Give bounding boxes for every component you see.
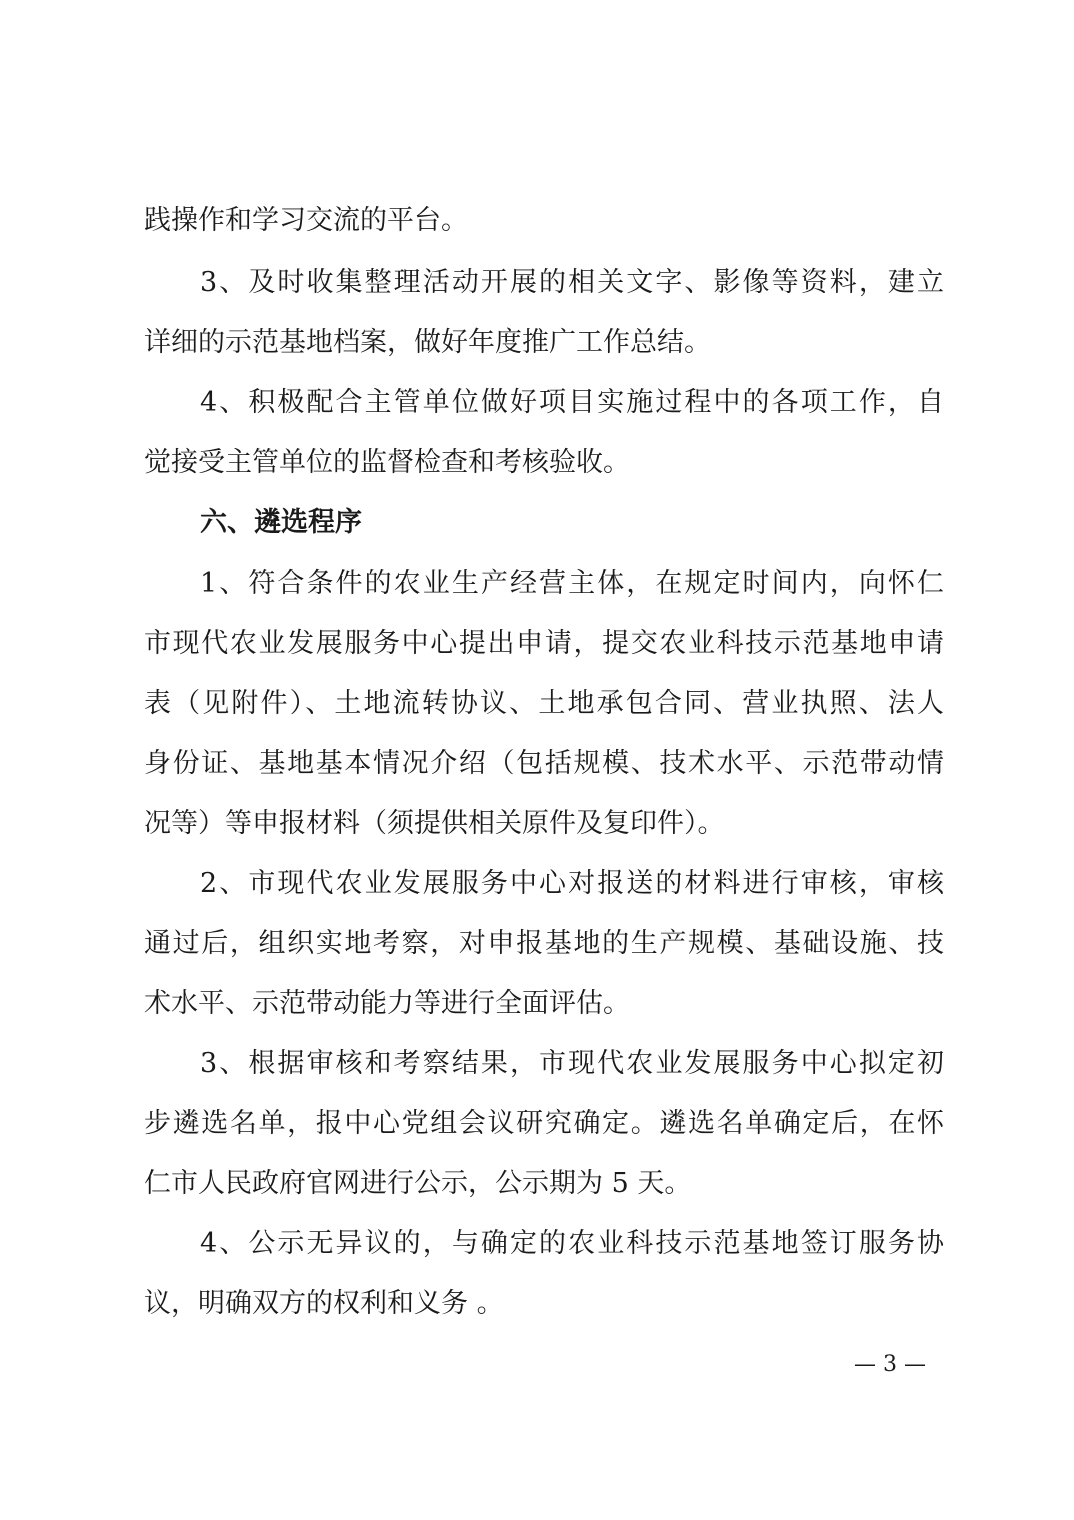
paragraph-line: 议，明确双方的权利和义务 。: [144, 1288, 504, 1319]
paragraph-line: 践操作和学习交流的平台。: [144, 205, 468, 236]
paragraph-line: 况等）等申报材料（须提供相关原件及复印件）。: [144, 808, 725, 839]
paragraph-line: 身份证、基地基本情况介绍（包括规模、技术水平、示范带动情: [144, 748, 944, 779]
paragraph-line: 1、符合条件的农业生产经营主体，在规定时间内，向怀仁: [200, 568, 944, 599]
paragraph-line: 表（见附件）、土地流转协议、土地承包合同、营业执照、法人: [144, 688, 944, 719]
paragraph-line: 2、市现代农业发展服务中心对报送的材料进行审核，审核: [200, 868, 944, 899]
paragraph-line: 3、及时收集整理活动开展的相关文字、影像等资料，建立: [200, 267, 944, 298]
paragraph-line: 仁市人民政府官网进行公示，公示期为 5 天。: [144, 1168, 692, 1199]
paragraph-line: 市现代农业发展服务中心提出申请，提交农业科技示范基地申请: [144, 628, 944, 659]
paragraph-line: 4、公示无异议的，与确定的农业科技示范基地签订服务协: [200, 1228, 944, 1259]
section-heading: 六、遴选程序: [200, 507, 362, 538]
paragraph-line: 3、根据审核和考察结果，市现代农业发展服务中心拟定初: [200, 1048, 944, 1079]
page-number: — 3 —: [854, 1352, 926, 1377]
paragraph-line: 通过后，组织实地考察，对申报基地的生产规模、基础设施、技: [144, 928, 944, 959]
paragraph-line: 术水平、示范带动能力等进行全面评估。: [144, 988, 630, 1019]
paragraph-line: 步遴选名单，报中心党组会议研究确定。遴选名单确定后，在怀: [144, 1108, 944, 1139]
paragraph-line: 4、积极配合主管单位做好项目实施过程中的各项工作，自: [200, 387, 944, 418]
paragraph-line: 详细的示范基地档案，做好年度推广工作总结。: [144, 327, 711, 358]
paragraph-line: 觉接受主管单位的监督检查和考核验收。: [144, 447, 630, 478]
